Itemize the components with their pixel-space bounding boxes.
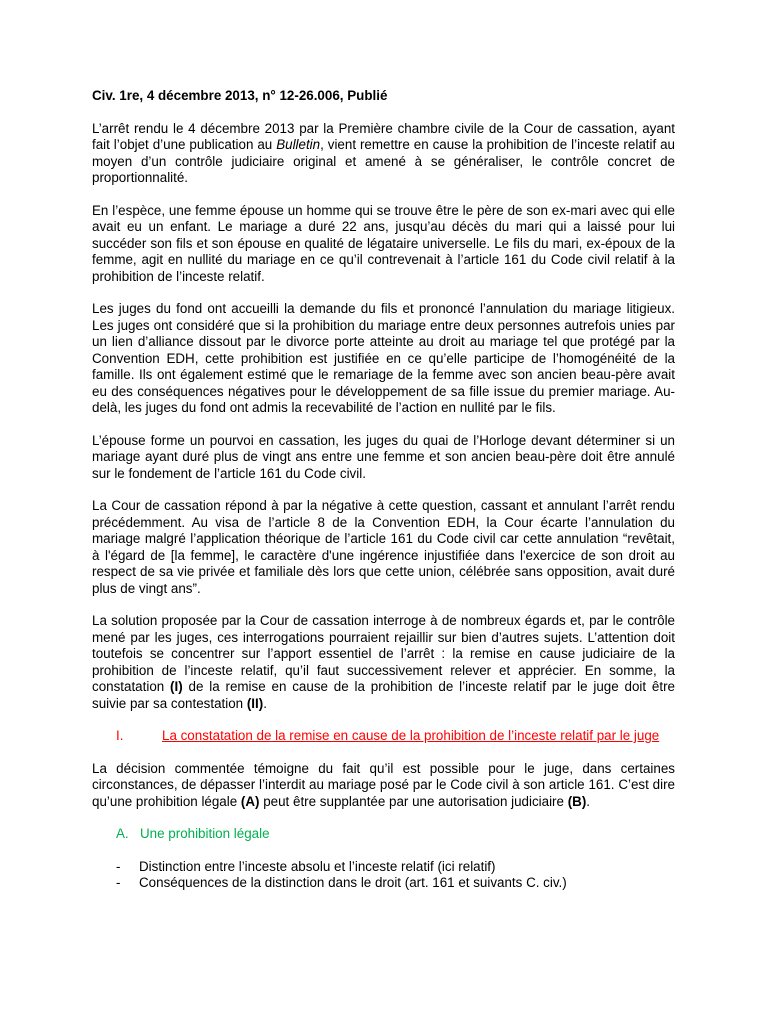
marker-A: (A) [240,793,260,809]
section-I-heading [92,728,675,745]
paragraph-1-text-a: L’arrêt rendu le 4 décembre 2013 par la Première chambre civile de la Cour de cassation, ayant fait l’objet d’une publication au [92,120,675,152]
document-body [92,88,675,892]
list-item [92,859,675,876]
subsection-A-title: Une prohibition légale [140,826,270,841]
section-I-number: I. [116,728,124,743]
marker-I: (I) [170,679,183,694]
section-I-title: La constatation de la remise en cause de la prohibition de l’inceste relatif par le juge [162,728,660,743]
paragraph-7 [92,761,675,811]
list-item [92,875,675,892]
dash-marker: - [116,858,121,874]
list-item-text: Distinction entre l’inceste absolu et l’inceste relatif (ici relatif) [139,858,496,874]
paragraph-6-text-a: La solution proposée par la Cour de cassation interroge à de nombreux égards et, par le contrôle mené par les juges, ces interrogations pourraient rejaillir sur bien d’autres sujets. L’attention doit toutefois se concentrer sur l’apport essentiel de l’arrêt : la remise en cause judiciaire de la prohibition de l’inceste relatif, qu’il faut successivement relever et apprécier. En somme, la constatation [92,613,675,694]
paragraph-3: Les juges du fond ont accueilli la demande du fils et prononcé l’annulation du mariage litigieux. Les juges ont considéré que si la prohibition du mariage entre deux personnes autrefois unies par un lien d’alliance dissout par le divorce porte atteinte au droit au mariage tel que protégé par la Convention EDH, cette prohibition est justifiée en ce qu’elle participe de l’homogénéité de la famille. Ils ont également estimé que le remariage de la femme avec son ancien beau-père avait eu des conséquences négatives pour le développement de sa fille issue du premier mariage. Au-delà, les juges du fond ont admis la recevabilité de l’action en nullité par le fils. [92,301,675,415]
paragraph-6-text-c: . [263,695,267,711]
paragraph-7-text-a: La décision commentée témoigne du fait qu’il est possible pour le juge, dans certaines circonstances, de dépasser l’interdit au mariage posé par le Code civil à son article 161. C’est dire qu’une prohibition légale [92,760,675,809]
subsection-A-number: A. [116,826,129,841]
subsection-A-heading [92,826,675,843]
list-item-text: Conséquences de la distinction dans le droit (art. 161 et suivants C. civ.) [139,875,567,890]
paragraph-7-text-b: peut être supplantée par une autorisation judiciaire [259,793,568,809]
marker-II: (II) [246,695,264,711]
bulletin-italic: Bulletin [276,137,321,152]
dash-marker: - [116,875,121,890]
paragraph-1-text-b: , vient remettre en cause la prohibition de l’inceste relatif au moyen d’un contrôle judiciaire original et amené à se généraliser, le contrôle concret de proportionnalité. [92,137,676,185]
document-title: Civ. 1re, 4 décembre 2013, n° 12-26.006, Publié [92,88,388,103]
paragraph-2: En l’espèce, une femme épouse un homme qui se trouve être le père de son ex-mari avec qui elle avait eu un enfant. Le mariage a duré 22 ans, jusqu’au décès du mari qui a laissé pour lui succéder son fils et son épouse en qualité de légataire universelle. Le fils du mari, ex-époux de la femme, agit en nullité du mariage en ce qu’il contrevenait à l’article 161 du Code civil relatif à la prohibition de l’inceste relatif. [92,202,675,284]
paragraph-5: La Cour de cassation répond à par la négative à cette question, cassant et annulant l’arrêt rendu précédemment. Au visa de l’article 8 de la Convention EDH, la Cour écarte l’annulation du mariage malgré l’application théorique de l’article 161 du Code civil car cette annulation “revêtait, à l'égard de [la femme], le caractère d'une ingérence injustifiée dans l'exercice de son droit au respect de sa vie privée et familiale dès lors que cette union, célébrée sans opposition, avait duré plus de vingt ans”. [92,498,675,596]
paragraph-6 [92,613,675,712]
paragraph-4: L’épouse forme un pourvoi en cassation, les juges du quai de l’Horloge devant déterminer si un mariage ayant duré plus de vingt ans entre une femme et son ancien beau-père doit être annulé sur le fondement de l’article 161 du Code civil. [92,432,675,481]
paragraph-1 [92,121,675,187]
marker-B: (B) [567,793,587,809]
paragraph-6-text-b: de la remise en cause de la prohibition de l’inceste relatif par le juge doit être suivie par sa contestation [92,679,675,711]
bullet-list [92,859,675,892]
paragraph-7-text-c: . [586,793,591,809]
